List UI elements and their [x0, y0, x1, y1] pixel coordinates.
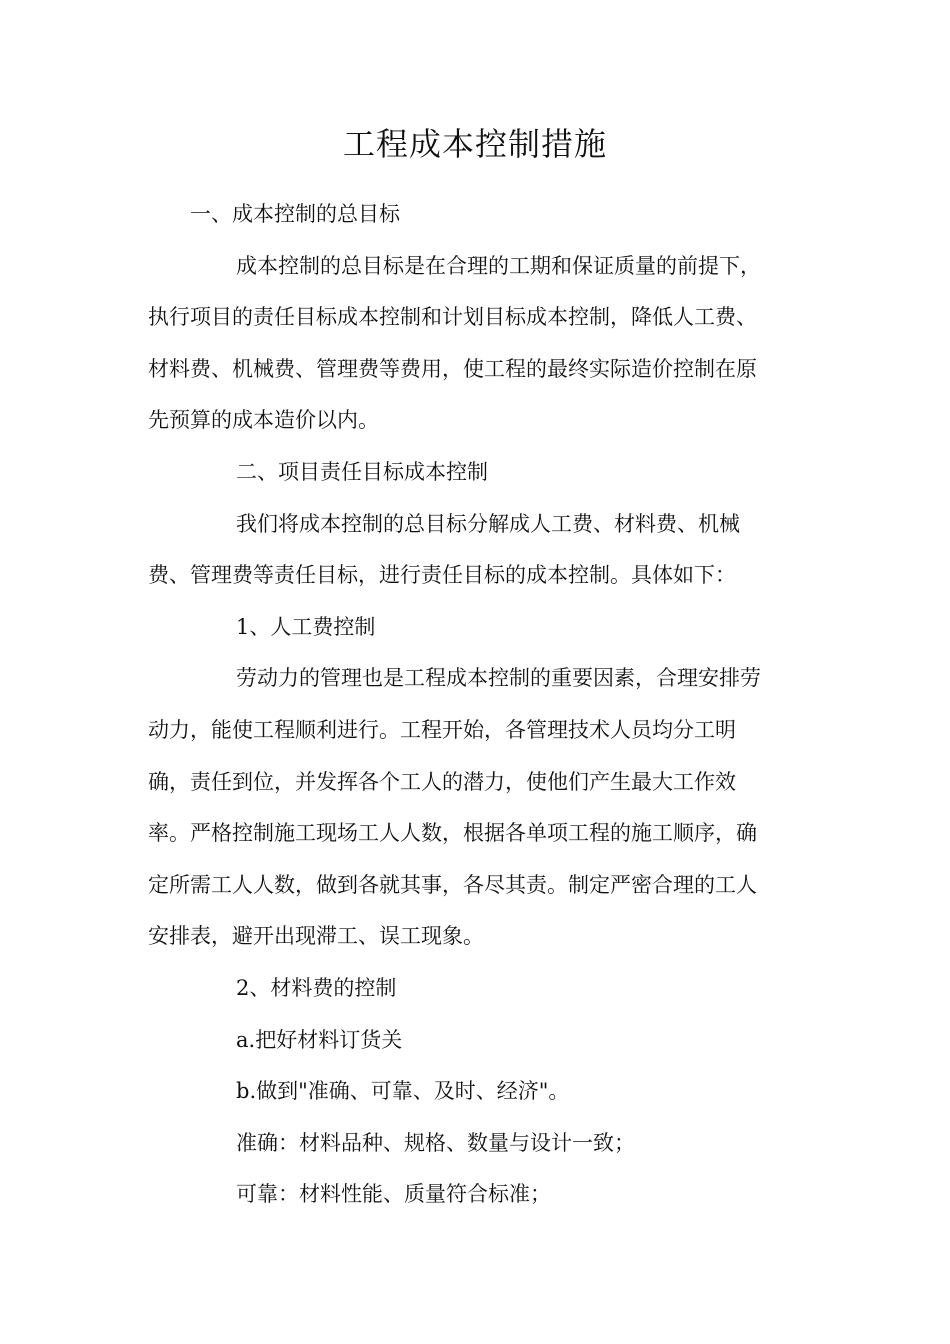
paragraph-line: 动力，能使工程顺利进行。工程开始，各管理技术人员均分工明 — [148, 717, 736, 742]
paragraph-line: 先预算的成本造价以内。 — [148, 408, 379, 433]
paragraph-line: 材料费、机械费、管理费等费用，使工程的最终实际造价控制在原 — [148, 356, 757, 381]
paragraph-line: 定所需工人人数，做到各就其事，各尽其责。制定严密合理的工人 — [148, 872, 757, 897]
definition-line: 准确：材料品种、规格、数量与设计一致； — [236, 1130, 635, 1155]
document-title: 工程成本控制措施 — [342, 125, 607, 163]
subsection-heading-materials: 2、材料费的控制 — [236, 975, 397, 1000]
list-item: a.把好材料订货关 — [236, 1027, 403, 1052]
section-heading-2: 二、项目责任目标成本控制 — [236, 459, 488, 484]
paragraph-line: 率。严格控制施工现场工人人数，根据各单项工程的施工顺序，确 — [148, 821, 757, 846]
paragraph-line: 安排表，避开出现滞工、误工现象。 — [148, 924, 484, 949]
paragraph-line: 我们将成本控制的总目标分解成人工费、材料费、机械 — [236, 511, 740, 536]
paragraph-line: 确，责任到位，并发挥各个工人的潜力，使他们产生最大工作效 — [148, 769, 736, 794]
paragraph-line: 劳动力的管理也是工程成本控制的重要因素，合理安排劳 — [236, 666, 761, 691]
list-item: b.做到"准确、可靠、及时、经济"。 — [236, 1079, 570, 1104]
paragraph-line: 费、管理费等责任目标，进行责任目标的成本控制。具体如下： — [148, 563, 736, 588]
document-body — [148, 189, 808, 1221]
section-heading-1: 一、成本控制的总目标 — [190, 202, 400, 226]
paragraph-line: 执行项目的责任目标成本控制和计划目标成本控制，降低人工费、 — [148, 305, 757, 330]
definition-line: 可靠：材料性能、质量符合标准； — [236, 1182, 551, 1207]
paragraph-line: 成本控制的总目标是在合理的工期和保证质量的前提下， — [236, 253, 761, 278]
subsection-heading-labor: 1、人工费控制 — [236, 614, 376, 639]
